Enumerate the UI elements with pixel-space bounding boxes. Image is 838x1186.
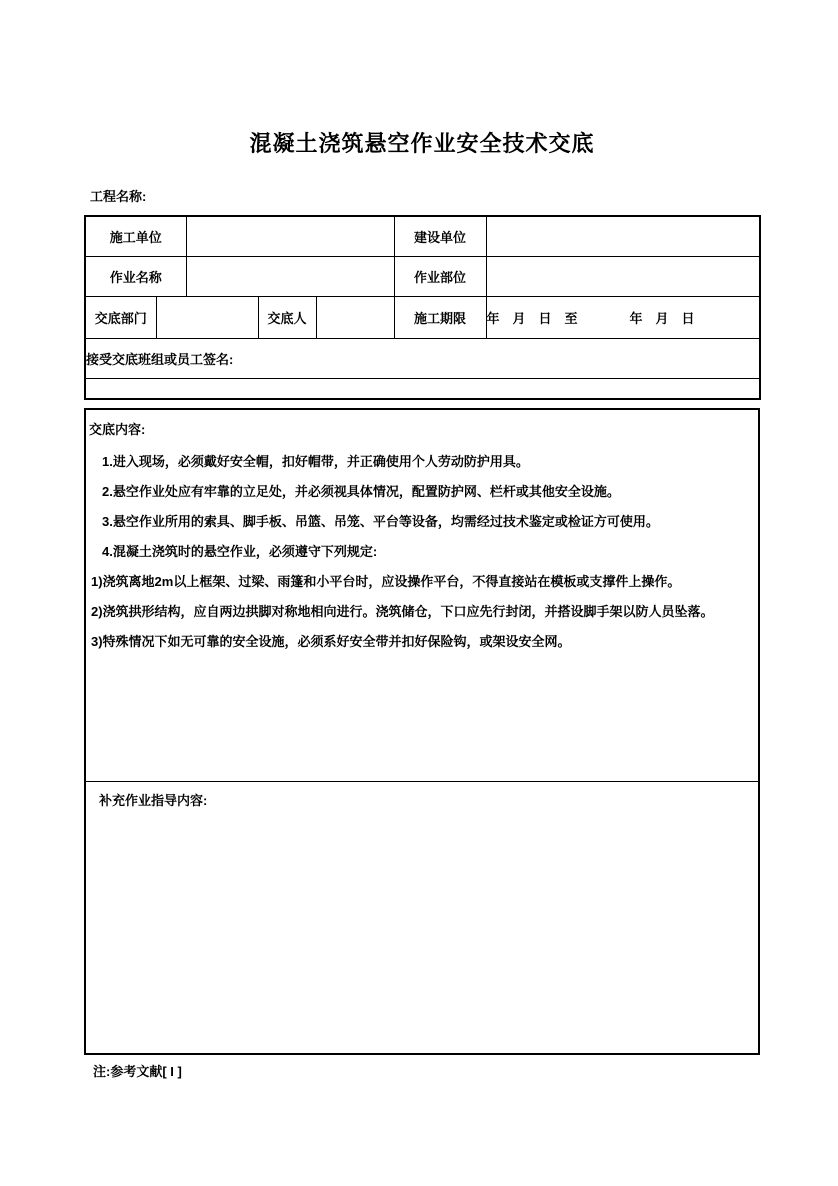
- table-row: [85, 256, 760, 296]
- owner-unit-value: [486, 216, 760, 256]
- project-name-label: 工程名称:: [90, 189, 147, 204]
- disclosure-content-row: [85, 409, 759, 781]
- disclosure-item: 3.悬空作业所用的索具、脚手板、吊篮、吊笼、平台等设备，均需经过技术鉴定或检证方可使用。: [102, 514, 659, 529]
- reference-footnote: 注:参考文献[ I ]: [93, 1064, 182, 1079]
- signature-blank-row: [85, 378, 760, 399]
- supplement-label: 补充作业指导内容:: [99, 792, 208, 808]
- work-name-label: 作业名称: [85, 256, 186, 296]
- disclosure-content-label: 交底内容:: [89, 422, 146, 437]
- content-table: [84, 408, 760, 1055]
- table-row: [85, 296, 760, 338]
- disclosure-item: 2)浇筑拱形结构，应自两边拱脚对称地相向进行。浇筑储仓，下口应先行封闭，并搭设脚手架以防人员坠落。: [91, 604, 714, 619]
- disclosure-items: [86, 454, 758, 664]
- construction-unit-label: 施工单位: [85, 216, 186, 256]
- work-name-value: [186, 256, 394, 296]
- construction-unit-value: [186, 216, 394, 256]
- construction-period-dates: 年 月 日 至 年 月 日: [486, 296, 760, 338]
- disclosure-dept-label: 交底部门: [85, 296, 156, 338]
- disclosure-dept-value: [156, 296, 258, 338]
- work-part-label: 作业部位: [394, 256, 486, 296]
- page-title: 混凝土浇筑悬空作业安全技术交底: [249, 131, 595, 156]
- disclosure-item: 1)浇筑离地2m以上框架、过梁、雨篷和小平台时，应设操作平台，不得直接站在模板或支撑件上操作。: [91, 574, 681, 589]
- discloser-value: [316, 296, 394, 338]
- construction-period-label: 施工期限: [394, 296, 486, 338]
- owner-unit-label: 建设单位: [394, 216, 486, 256]
- work-part-value: [486, 256, 760, 296]
- disclosure-item: 2.悬空作业处应有牢靠的立足处，并必须视具体情况，配置防护网、栏杆或其他安全设施。: [102, 484, 620, 499]
- disclosure-item: 4.混凝土浇筑时的悬空作业，必须遵守下列规定:: [102, 544, 378, 559]
- discloser-label: 交底人: [258, 296, 316, 338]
- supplement-row: [85, 781, 759, 1054]
- table-row: [85, 216, 760, 256]
- table-row: [85, 378, 760, 399]
- signature-label: 接受交底班组或员工签名:: [85, 338, 760, 378]
- disclosure-item: 3)特殊情况下如无可靠的安全设施，必须系好安全带并扣好保险钩，或架设安全网。: [91, 634, 571, 649]
- table-row: [85, 338, 760, 378]
- info-table: [84, 215, 761, 400]
- disclosure-item: 1.进入现场，必须戴好安全帽，扣好帽带，并正确使用个人劳动防护用具。: [102, 454, 529, 469]
